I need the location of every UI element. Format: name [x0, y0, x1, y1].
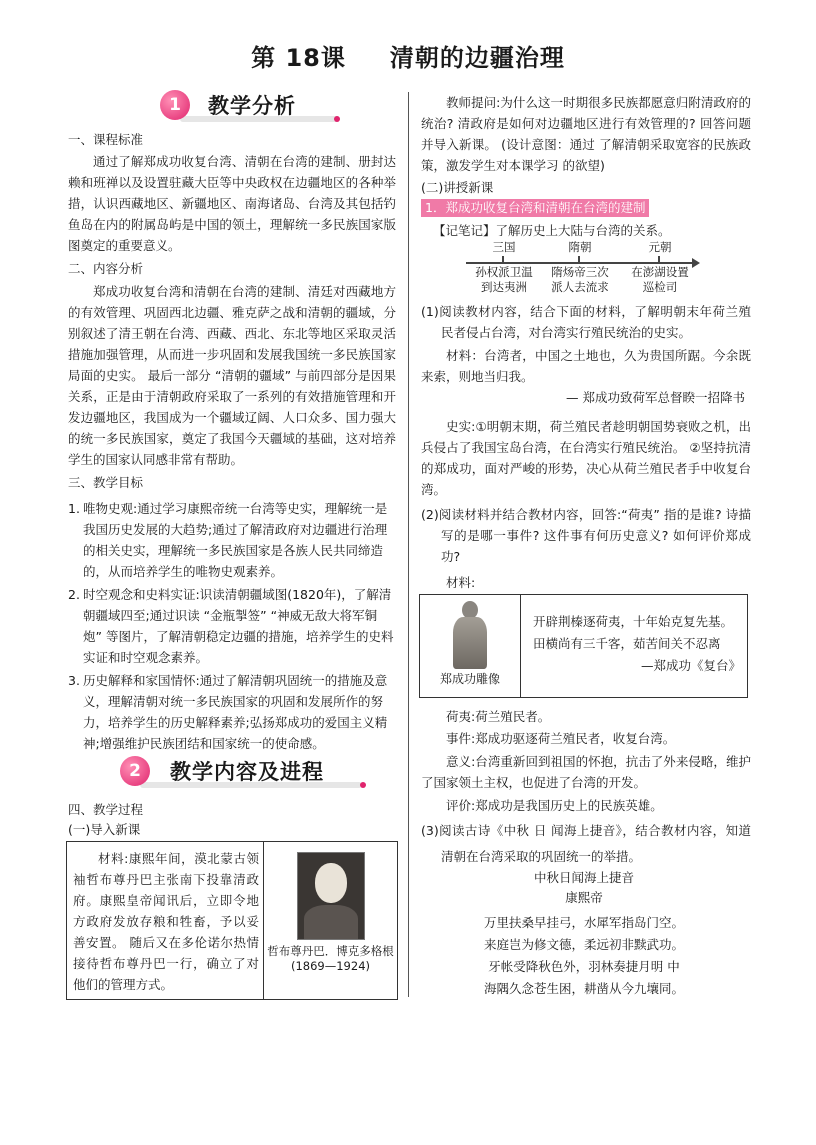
question-1: (1)阅读教材内容，结合下面的材料，了解明朝末年荷兰殖民者侵占台湾，对台湾实行殖民统治的史实。	[421, 304, 751, 340]
heading-new-lesson: (二)讲授新课	[421, 180, 494, 195]
answer-evaluation: 评价:郑成功是我国历史上的民族英雄。	[446, 798, 663, 813]
heading-goals: 三、教学目标	[68, 475, 144, 490]
answer-event: 事件:郑成功驱逐荷兰殖民者，收复台湾。	[446, 731, 676, 746]
column-divider	[408, 92, 409, 997]
timeline-desc: 到达夷洲	[481, 280, 527, 294]
section-label: 教学分析	[208, 94, 296, 118]
intro-material-box	[66, 841, 398, 1000]
goal-number: 2.	[68, 587, 80, 602]
notebook-note: 【记笔记】了解历史上大陆与台湾的关系。	[433, 223, 671, 238]
poem-title: 中秋日闻海上捷音	[533, 870, 634, 885]
timeline-desc: 在澎湖设置	[631, 265, 689, 279]
question-2-material-label: 材料:	[446, 575, 476, 590]
heading-intro: (一)导入新课	[68, 822, 141, 837]
question-3: (3)阅读古诗《中秋 日 闻海上捷音》，结合教材内容，知道清朝在台湾采取的巩固统一的举措。	[421, 823, 751, 864]
portrait-years: (1869—1924)	[290, 959, 370, 973]
timeline-desc: 孙权派卫温	[475, 265, 533, 279]
poem-material-box	[419, 594, 748, 698]
section-dot	[360, 782, 366, 788]
paragraph-content-analysis: 郑成功收复台湾和清朝在台湾的建制、清廷对西藏地方的有效管理、巩固西北边疆、雅克萨之战和清朝的疆域，分别叙述了清王朝在台湾、西藏、西北、东北等地区采取灵活措施加强管理，从而进一步巩固和发展我国统一多民族国家局面的史实。 最后一部分 “清朝的疆域” 与前四部分是因果关系，正是由于清朝政府采取了一系列的有效措施管理和开发边疆地区，我国成为一个疆域辽阔、人口众多、国力强大的统一多民族国家，奠定了我国今天疆域的基础，这对培养学生的国家认同感非常有帮助。	[68, 284, 396, 467]
timeline-event	[622, 240, 698, 295]
goal-text: 时空观念和史料实证:识读清朝疆域图(1820年)，了解清朝疆域四至;通过识读 “金瓶掣签” “神威无敌大将军铜炮” 等图片，了解清朝稳定边疆的措施，培养学生的史料实证和时空观念素养。	[83, 587, 394, 665]
statue-caption: 郑成功雕像	[439, 672, 500, 686]
question-1-facts: 史实:①明朝末期，荷兰殖民者趁明朝国势衰败之机，出兵侵占了我国宝岛台湾，在台湾实行殖民统治。 ②坚持抗清的郑成功，面对严峻的形势，决心从荷兰殖民者手中收复台湾。	[421, 419, 751, 497]
poem-source: —郑成功《复台》	[640, 658, 741, 673]
paragraph-curriculum: 通过了解郑成功收复台湾、清朝在台湾的建制、册封达赖和班禅以及设置驻藏大臣等中央政权在边疆地区的各种举措，认识西藏地区、新疆地区、南海诸岛、台湾及其包括钓鱼岛在内的附属岛屿是中国的领土，理解统一多民族国家版图奠定的重要意义。	[68, 154, 396, 253]
timeline-desc: 隋炀帝三次	[551, 265, 609, 279]
timeline-era: 隋朝	[568, 240, 592, 254]
poem-line: 来庭岂为修文德，柔远初非黩武功。	[483, 937, 684, 952]
heading-process: 四、教学过程	[68, 802, 144, 817]
poem-line: 牙帐受降秋色外，羽林奏捷月明 中	[488, 959, 680, 974]
portrait-image	[297, 852, 365, 940]
timeline-era: 三国	[492, 240, 516, 254]
timeline-desc: 派人去流求	[551, 280, 609, 294]
answer-significance: 意义:台湾重新回到祖国的怀抱，抗击了外来侵略，维护了国家领土主权，也促进了台湾的开发。	[421, 754, 751, 790]
question-1-material: 材料：台湾者，中国之土地也，久为贵国所踞。今余既来索，则地当归我。	[421, 348, 751, 384]
lesson-number: 第 18课	[251, 44, 346, 72]
timeline	[464, 240, 704, 292]
poem-line: 开辟荆榛逐荷夷，十年始克复先基。	[533, 614, 734, 629]
timeline-era: 元朝	[648, 240, 672, 254]
section-label: 教学内容及进程	[170, 760, 324, 784]
section-header-analysis	[160, 90, 340, 124]
poem-line: 海隅久念苍生困，耕凿从今九壤同。	[483, 981, 684, 996]
highlight-heading: 1．郑成功收复台湾和清朝在台湾的建制	[421, 199, 649, 217]
portrait-caption: 哲布尊丹巴．博克多格根	[267, 944, 394, 958]
question-2: (2)阅读材料并结合教材内容，回答:“荷夷” 指的是谁? 诗描写的是哪一事件? 这件事有何历史意义? 如何评价郑成功?	[421, 507, 751, 564]
goal-number: 1.	[68, 501, 80, 516]
poem-block	[421, 868, 747, 1000]
goal-item	[68, 670, 396, 754]
statue-image	[448, 599, 492, 669]
goal-text: 历史解释和家国情怀:通过了解清朝巩固统一的措施及意义，理解清朝对统一多民族国家的巩固和发展所作的努力，培养学生的历史解释素养;弘扬郑成功的爱国主义精神;增强维护民族团结和国家统一的使命感。	[83, 673, 388, 751]
timeline-desc: 巡检司	[642, 280, 678, 294]
timeline-event	[466, 240, 542, 295]
question-1-source: — 郑成功致荷军总督睽一招降书	[566, 390, 745, 405]
lesson-name: 清朝的边疆治理	[389, 44, 565, 72]
paragraph-teacher-question: 教师提问:为什么这一时期很多民族都愿意归附清政府的统治? 清政府是如何对边疆地区进行有效管理的? 回答问题并导入新课。 (设计意图：通过 了解清朝采取宽容的民族政策，激发学生对本课学习 的欲望)	[421, 95, 751, 173]
section-number-badge: 1	[160, 90, 190, 120]
timeline-event	[542, 240, 618, 295]
goal-item	[68, 584, 396, 668]
answer-hoyi: 荷夷:荷兰殖民者。	[446, 709, 551, 724]
poem-line: 田横尚有三千客，茹苦间关不忍离	[533, 636, 721, 651]
section-dot	[334, 116, 340, 122]
heading-content-analysis: 二、内容分析	[68, 261, 144, 276]
section-number-badge: 2	[120, 756, 150, 786]
heading-curriculum: 一、课程标准	[68, 132, 144, 147]
poem-line: 万里扶桑早挂弓，水犀军指岛门空。	[483, 915, 684, 930]
goal-text: 唯物史观:通过学习康熙帝统一台湾等史实，理解统一是我国历史发展的大趋势;通过了解清政府对边疆进行治理的相关史实，理解统一多民族国家是各族人民共同缔造的，从而培养学生的唯物史观素养。	[83, 501, 388, 579]
goal-number: 3.	[68, 673, 80, 688]
poem-author: 康熙帝	[565, 890, 603, 905]
goal-item	[68, 498, 396, 582]
section-header-process	[120, 756, 370, 790]
intro-material-text: 材料:康熙年间，漠北蒙古领袖哲布尊丹巴主张南下投靠清政府。康熙皇帝闻讯后，立即令地方政府发放存粮和牲畜，予以妥善安置。 随后又在多伦诺尔热情接待哲布尊丹巴一行，确立了对他们的管理方式。	[73, 851, 259, 992]
page-title	[0, 38, 816, 73]
